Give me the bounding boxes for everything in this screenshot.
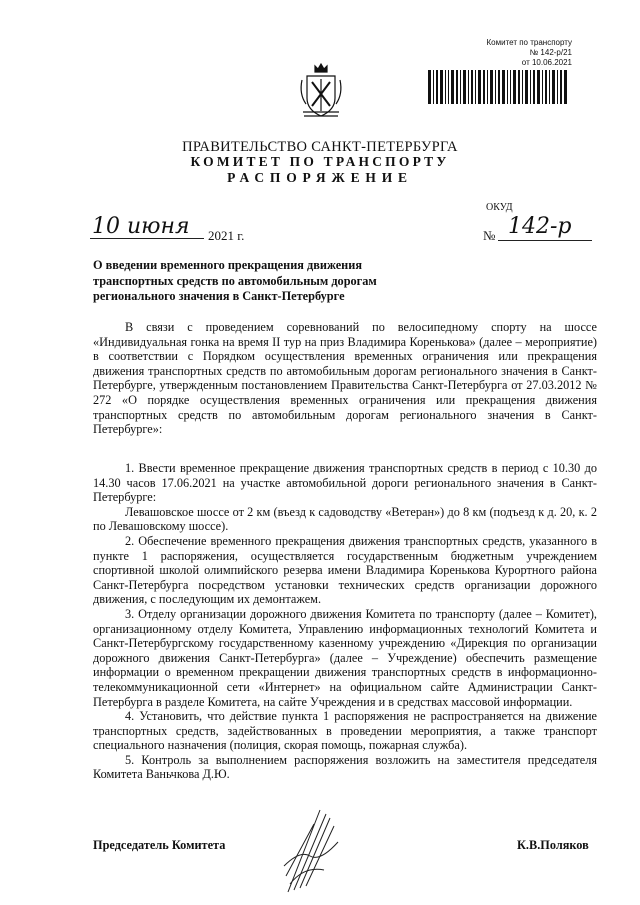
item-5: 5. Контроль за выполнением распоряжения возложить на заместителя председателя Комитета Ваньчкова Д.Ю. [93, 752, 597, 782]
handwritten-signature-icon [280, 806, 350, 896]
number-label: № [483, 228, 496, 243]
handwritten-number: 142-р [508, 214, 572, 239]
stamp-line-number: № 142-р/21 [529, 48, 572, 57]
items-block [93, 461, 597, 782]
preamble-block [93, 320, 597, 437]
coat-of-arms-icon [298, 62, 344, 122]
government-title: ПРАВИТЕЛЬСТВО САНКТ-ПЕТЕРБУРГА [182, 139, 458, 155]
signatory-name: К.В.Поляков [517, 838, 589, 852]
signatory-title: Председатель Комитета [93, 838, 226, 852]
item-1: 1. Ввести временное прекращение движения транспортных средств в период с 10.30 до 14.30 часов 17.06.2021 на участке автомобильной дороги регионального значения в Санкт-Петербурге: [93, 461, 597, 505]
registration-stamp [432, 38, 572, 68]
item-1-road-section: Левашовское шоссе от 2 км (въезд к садоводству «Ветеран») до 8 км (подъезд к д. 20, к. 2 по Левашовскому шоссе). [93, 504, 597, 534]
stamp-line-date: от 10.06.2021 [521, 58, 572, 67]
handwritten-date: 10 июня [92, 214, 190, 239]
committee-title: КОМИТЕТ ПО ТРАНСПОРТУ [190, 154, 450, 169]
document-subject: О введении временного прекращения движения транспортных средств по автомобильным дорогам регионального значения в Санкт-Петербурге [93, 258, 377, 303]
stamp-line-organization: Комитет по транспорту [486, 38, 572, 47]
number-underline [498, 240, 592, 241]
item-2: 2. Обеспечение временного прекращения движения транспортных средств, указанного в пункте 1 распоряжения, осуществляется государственным бюджетным учреждением спортивной школой олимпийского резерва имени Владимира Коренькова Курортного района Санкт-Петербурга посредством установки технических средств организации дорожного движения, с последующим их демонтажем. [93, 533, 597, 607]
date-underline [90, 238, 204, 239]
item-3: 3. Отделу организации дорожного движения Комитета по транспорту (далее – Комитет), организационному отделу Комитета, Управлению информационных технологий Комитета и Санкт-Петербургскому государственному казенному учреждению «Дирекция по организации дорожного движения Санкт-Петербурга» (далее – Учреждение) обеспечить размещение информации о временном прекращении движения транспортных средств в информационно-телекоммуникационной сети «Интернет» на официальном сайте Администрации Санкт-Петербурга в разделе Комитета, на сайте Учреждения и в средствах массовой информации. [93, 606, 597, 709]
barcode-icon [428, 70, 568, 104]
preamble-paragraph: В связи с проведением соревнований по велосипедному спорту на шоссе «Индивидуальная гонка на время II тур на приз Владимира Коренькова» (далее – мероприятие) в соответствии с Порядком осуществления временных ограничения или прекращения движения транспортных средств по автомобильным дорогам регионального значения в Санкт-Петербурге, утвержденным постановлением Правительства Санкт-Петербурга от 27.03.2012 № 272 «О порядке осуществления временных ограничения или прекращения движения транспортных средств по автомобильным дорогам регионального значения в Санкт-Петербурге»: [93, 320, 597, 437]
date-year: 2021 г. [208, 228, 245, 243]
okud-label: ОКУД [486, 202, 513, 213]
document-type-title: РАСПОРЯЖЕНИЕ [227, 170, 413, 185]
item-4: 4. Установить, что действие пункта 1 распоряжения не распространяется на движение транспортных средств, задействованных в проведении мероприятия, а также транспорт специального назначения (полиция, скорая помощь, пожарная служба). [93, 709, 597, 753]
